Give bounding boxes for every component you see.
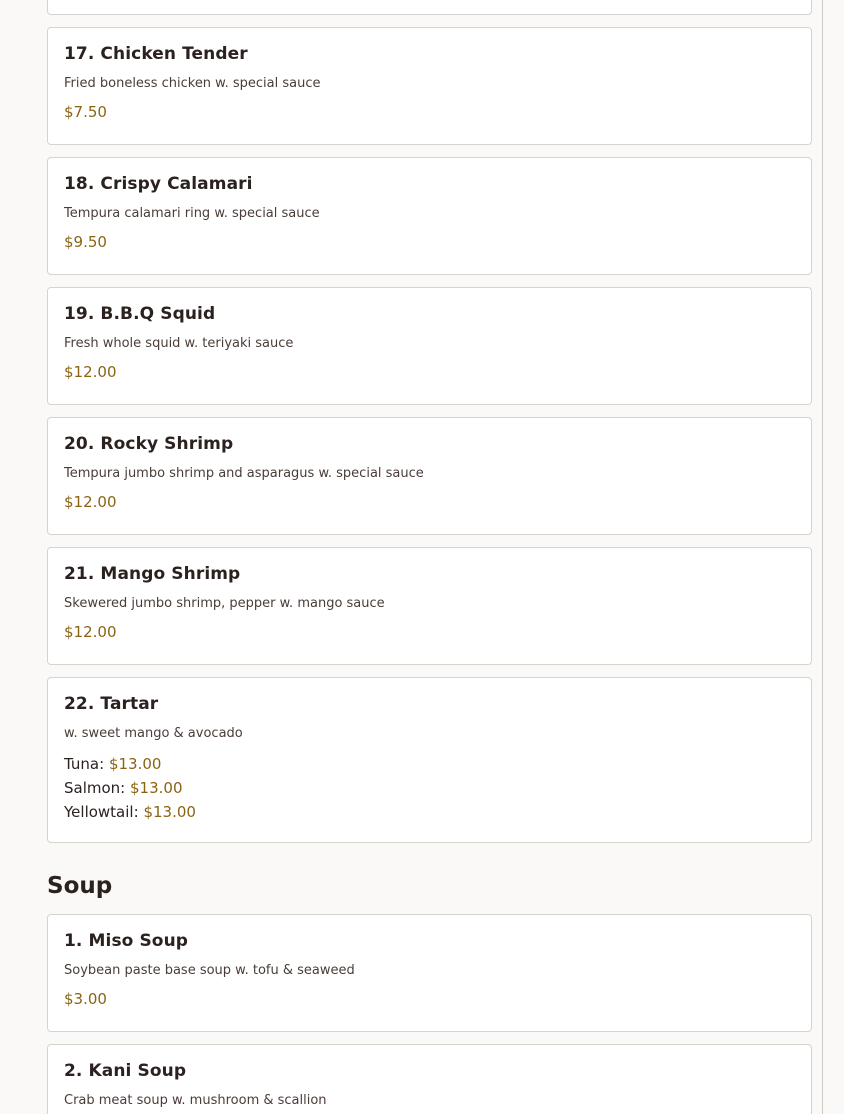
- item-price: $9.50: [64, 233, 107, 251]
- menu-item-card[interactable]: [47, 417, 812, 535]
- menu-item-card[interactable]: [47, 677, 812, 843]
- item-price: $12.00: [64, 493, 117, 511]
- price-options: [64, 752, 795, 824]
- item-name: 21. Mango Shrimp: [64, 564, 241, 584]
- option-price: $13.00: [108, 755, 162, 773]
- item-description: Fresh whole squid w. teriyaki sauce: [64, 336, 294, 351]
- item-price: $3.00: [64, 990, 107, 1008]
- option-price: $13.00: [143, 803, 196, 821]
- option-label: Yellowtail:: [64, 803, 139, 821]
- option-label: Tuna:: [64, 755, 105, 773]
- menu-item-card[interactable]: [47, 1044, 812, 1114]
- price-option-tuna: [64, 752, 795, 776]
- price-option-yellowtail: [64, 800, 795, 824]
- price-option-salmon: [64, 776, 795, 800]
- right-divider: [822, 0, 823, 1114]
- item-name: 2. Kani Soup: [64, 1061, 187, 1081]
- item-price: $12.00: [64, 363, 117, 381]
- item-description: Tempura calamari ring w. special sauce: [64, 206, 320, 221]
- menu-item-card[interactable]: [47, 0, 812, 15]
- menu-item-card[interactable]: [47, 27, 812, 145]
- item-name: 18. Crispy Calamari: [64, 174, 253, 194]
- menu-column: [47, 0, 812, 1114]
- option-price: $13.00: [130, 779, 183, 797]
- item-description: Soybean paste base soup w. tofu & seaweed: [64, 963, 355, 978]
- menu-item-card[interactable]: [47, 157, 812, 275]
- menu-item-card[interactable]: [47, 287, 812, 405]
- item-description: Fried boneless chicken w. special sauce: [64, 76, 321, 91]
- menu-item-card[interactable]: [47, 547, 812, 665]
- item-description: w. sweet mango & avocado: [64, 726, 243, 741]
- item-description: Skewered jumbo shrimp, pepper w. mango sauce: [64, 596, 385, 611]
- option-label: Salmon:: [64, 779, 126, 797]
- item-name: 19. B.B.Q Squid: [64, 304, 216, 324]
- item-description: Crab meat soup w. mushroom & scallion: [64, 1093, 327, 1108]
- menu-item-card[interactable]: [47, 914, 812, 1032]
- item-name: 20. Rocky Shrimp: [64, 434, 234, 454]
- section-title-soup: Soup: [47, 873, 113, 899]
- item-name: 22. Tartar: [64, 694, 159, 714]
- item-price: $7.50: [64, 103, 107, 121]
- item-description: Tempura jumbo shrimp and asparagus w. special sauce: [64, 466, 424, 481]
- item-name: 17. Chicken Tender: [64, 44, 248, 64]
- item-price: $12.00: [64, 623, 117, 641]
- item-name: 1. Miso Soup: [64, 931, 189, 951]
